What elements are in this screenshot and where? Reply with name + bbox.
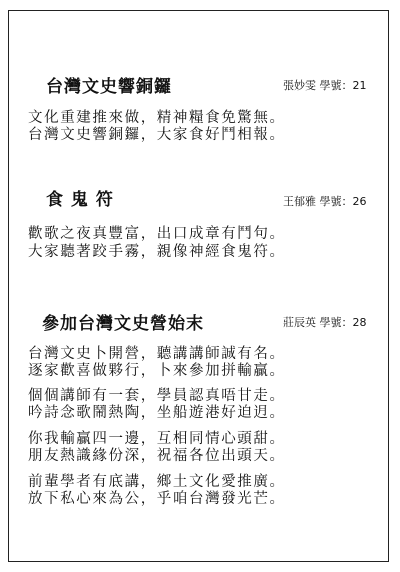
poem-line: 朋友熱識緣份深，祝福各位出頭天。 [28, 448, 286, 464]
poem-line: 放下私心來為公，乎咱台灣發光芒。 [28, 491, 286, 507]
poem-line: 文化重建推來做，精神糧食免驚無。 [28, 110, 286, 126]
poem-title: 台灣文史響銅鑼 [46, 77, 172, 97]
poem-line: 台灣文史卜開營，聽講講師誠有名。 [28, 346, 286, 362]
poem-line: 吟詩念歌鬧熱陶，坐船遊港好迫迌。 [28, 405, 286, 421]
poem-line: 逐家歡喜做夥行，卜來參加拼輸贏。 [28, 363, 286, 379]
poem-byline: 莊辰英 學號：28 [283, 316, 367, 329]
poem-line: 前輩學者有底講，鄉土文化愛推廣。 [28, 474, 286, 490]
poem-line: 台灣文史響銅鑼，大家食好鬥相報。 [28, 127, 286, 143]
poem-byline: 王郁雅 學號：26 [283, 195, 367, 208]
poem-line: 歡歌之夜真豐富，出口成章有鬥句。 [28, 226, 286, 242]
poem-title: 參加台灣文史營始末 [42, 314, 204, 334]
poem-line: 你我輸贏四一邊，互相同情心頭甜。 [28, 431, 286, 447]
poem-line: 個個講師有一套，學員認真唔甘走。 [28, 388, 286, 404]
poem-byline: 張妙雯 學號：21 [283, 79, 367, 92]
poem-line: 大家聽著跤手霧，親像神經食鬼符。 [28, 244, 286, 260]
poem-title: 食 鬼 符 [46, 190, 114, 210]
